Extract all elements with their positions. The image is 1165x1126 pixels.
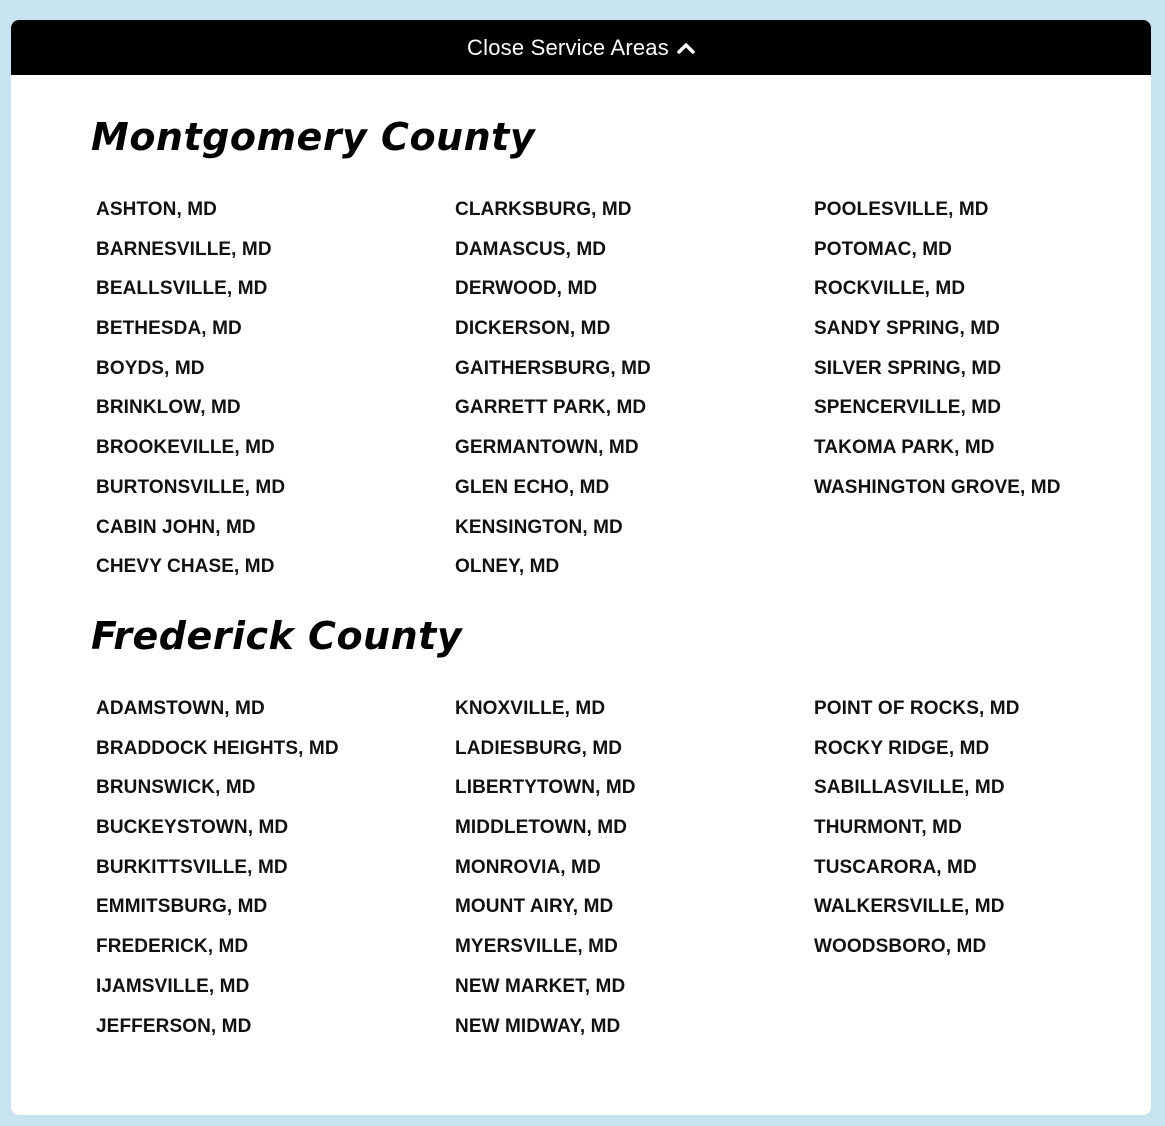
town-item: MIDDLETOWN, MD (455, 817, 628, 839)
town-item: IJAMSVILLE, MD (96, 975, 250, 997)
town-item: POINT OF ROCKS, MD (814, 698, 1020, 719)
town-item: ROCKY RIDGE, MD (814, 737, 990, 759)
town-item: CABIN JOHN, MD (96, 516, 256, 538)
town-item: BUCKEYSTOWN, MD (96, 817, 289, 839)
town-item: NEW MARKET, MD (455, 975, 626, 997)
chevron-up-icon (677, 42, 695, 54)
town-item: CHEVY CHASE, MD (96, 556, 275, 578)
frederick-county-section (91, 613, 1091, 1037)
town-item: SANDY SPRING, MD (814, 318, 1000, 340)
town-list (96, 689, 1114, 1046)
town-item: DICKERSON, MD (455, 318, 611, 340)
town-item: KENSINGTON, MD (455, 516, 623, 538)
town-item: BROOKEVILLE, MD (96, 437, 275, 459)
town-item: WALKERSVILLE, MD (814, 896, 1005, 918)
town-item: WASHINGTON GROVE, MD (814, 476, 1061, 498)
town-item: BOYDS, MD (96, 357, 205, 379)
town-list (96, 190, 1114, 587)
town-item: THURMONT, MD (814, 817, 962, 839)
town-item: KNOXVILLE, MD (455, 698, 606, 719)
close-service-areas-label: Close Service Areas (467, 34, 669, 60)
town-item: MOUNT AIRY, MD (455, 896, 614, 918)
town-item: LADIESBURG, MD (455, 737, 623, 759)
town-item: LIBERTYTOWN, MD (455, 777, 636, 799)
town-item: NEW MIDWAY, MD (455, 1015, 621, 1037)
town-item: BURKITTSVILLE, MD (96, 856, 288, 878)
county-title: Montgomery County (91, 115, 536, 159)
town-item: BEALLSVILLE, MD (96, 278, 268, 300)
close-service-areas-button[interactable] (11, 20, 1151, 75)
town-item: BURTONSVILLE, MD (96, 476, 286, 498)
service-areas-panel (11, 20, 1151, 1115)
town-item: POOLESVILLE, MD (814, 199, 989, 220)
town-item: MYERSVILLE, MD (455, 936, 618, 958)
town-item: BRADDOCK HEIGHTS, MD (96, 737, 339, 759)
town-item: OLNEY, MD (455, 556, 560, 578)
town-item: JEFFERSON, MD (96, 1015, 252, 1037)
town-item: CLARKSBURG, MD (455, 199, 632, 220)
town-item: SABILLASVILLE, MD (814, 777, 1005, 799)
town-item: WOODSBORO, MD (814, 936, 987, 958)
town-item: FREDERICK, MD (96, 936, 249, 958)
town-item: GLEN ECHO, MD (455, 476, 610, 498)
montgomery-county-section (91, 114, 1091, 578)
town-item: TAKOMA PARK, MD (814, 437, 995, 459)
town-item: SPENCERVILLE, MD (814, 397, 1002, 419)
town-item: GAITHERSBURG, MD (455, 357, 651, 379)
town-item: SILVER SPRING, MD (814, 357, 1002, 379)
town-item: BETHESDA, MD (96, 318, 242, 340)
town-item: TUSCARORA, MD (814, 856, 977, 878)
town-item: ASHTON, MD (96, 199, 217, 220)
town-item: GARRETT PARK, MD (455, 397, 647, 419)
town-item: MONROVIA, MD (455, 856, 601, 878)
county-title: Frederick County (91, 614, 463, 658)
town-item: ROCKVILLE, MD (814, 278, 966, 300)
town-item: DAMASCUS, MD (455, 238, 607, 260)
town-item: GERMANTOWN, MD (455, 437, 639, 459)
town-item: EMMITSBURG, MD (96, 896, 268, 918)
town-item: ADAMSTOWN, MD (96, 698, 265, 719)
town-item: POTOMAC, MD (814, 238, 952, 260)
town-item: BARNESVILLE, MD (96, 238, 272, 260)
town-item: DERWOOD, MD (455, 278, 598, 300)
town-item: BRINKLOW, MD (96, 397, 241, 419)
town-item: BRUNSWICK, MD (96, 777, 256, 799)
